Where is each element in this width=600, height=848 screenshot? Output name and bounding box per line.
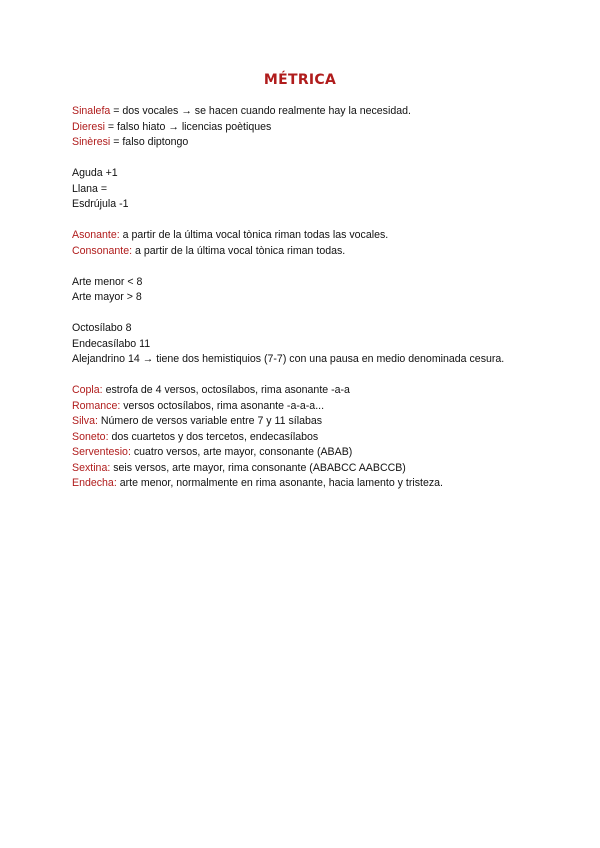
term-label: Dieresi <box>72 120 105 133</box>
note-line <box>72 414 552 430</box>
note-line <box>72 166 552 182</box>
definition-text: Aguda +1 <box>72 167 118 179</box>
note-line <box>72 244 552 260</box>
note-line <box>72 275 552 291</box>
term-label: Copla: <box>72 384 103 396</box>
note-line <box>72 461 552 477</box>
definition-text: a partir de la última vocal tònica riman todas las vocales. <box>119 229 389 241</box>
definition-text: estrofa de 4 versos, octosílabos, rima asonante -a-a <box>102 384 350 396</box>
note-line <box>72 476 552 492</box>
paragraph-gap <box>72 259 552 275</box>
definition-text: dos cuartetos y dos tercetos, endecasílabos <box>108 430 319 443</box>
definition-text: Número de versos variable entre 7 y 11 sílabas <box>97 415 323 427</box>
definition-text: = falso hiato → licencias poètiques <box>104 120 272 133</box>
term-label: Asonante: <box>72 229 120 241</box>
note-line <box>72 337 552 353</box>
note-line <box>72 104 552 120</box>
term-label: Soneto: <box>72 430 109 443</box>
note-line <box>72 383 552 399</box>
term-label: Sinèresi <box>72 136 111 148</box>
note-line <box>72 197 552 213</box>
note-line <box>72 399 552 415</box>
definition-text: cuatro versos, arte mayor, consonante (ABAB) <box>130 446 353 458</box>
definition-text: seis versos, arte mayor, rima consonante (ABABCC AABCCB) <box>110 461 406 474</box>
paragraph-gap <box>72 213 552 229</box>
note-line <box>72 120 552 136</box>
definition-text: versos octosílabos, rima asonante -a-a-a... <box>120 399 325 412</box>
definition-text: arte menor, normalmente en rima asonante, hacia lamento y tristeza. <box>116 477 443 489</box>
definition-text: Arte mayor > 8 <box>72 291 142 303</box>
definition-text: Endecasílabo 11 <box>72 337 151 350</box>
note-line <box>72 182 552 198</box>
paragraph-gap <box>72 306 552 322</box>
note-line <box>72 430 552 446</box>
note-line <box>72 135 552 151</box>
note-line <box>72 321 552 337</box>
note-line <box>72 290 552 306</box>
note-line <box>72 352 552 368</box>
term-label: Sextina: <box>72 461 111 474</box>
term-label: Serventesio: <box>72 446 131 458</box>
definition-text: Alejandrino 14 → tiene dos hemistiquios (7-7) con una pausa en medio denominada cesura. <box>72 353 505 365</box>
term-label: Endecha: <box>72 477 117 489</box>
note-line <box>72 228 552 244</box>
definition-text: Arte menor < 8 <box>72 275 143 288</box>
notes-body <box>72 104 552 492</box>
page-title: MÉTRICA <box>263 72 337 88</box>
paragraph-gap <box>72 368 552 384</box>
definition-text: Esdrújula -1 <box>72 198 129 210</box>
definition-text: Llana = <box>72 182 108 195</box>
note-line <box>72 445 552 461</box>
term-label: Consonante: <box>72 244 133 257</box>
term-label: Romance: <box>72 399 121 412</box>
definition-text: = dos vocales → se hacen cuando realmente hay la necesidad. <box>110 105 411 117</box>
definition-text: = falso diptongo <box>110 136 189 148</box>
definition-text: a partir de la última vocal tònica riman todas. <box>132 244 346 257</box>
term-label: Silva: <box>72 415 98 427</box>
paragraph-gap <box>72 151 552 167</box>
term-label: Sinalefa <box>72 105 111 117</box>
definition-text: Octosílabo 8 <box>72 322 132 334</box>
